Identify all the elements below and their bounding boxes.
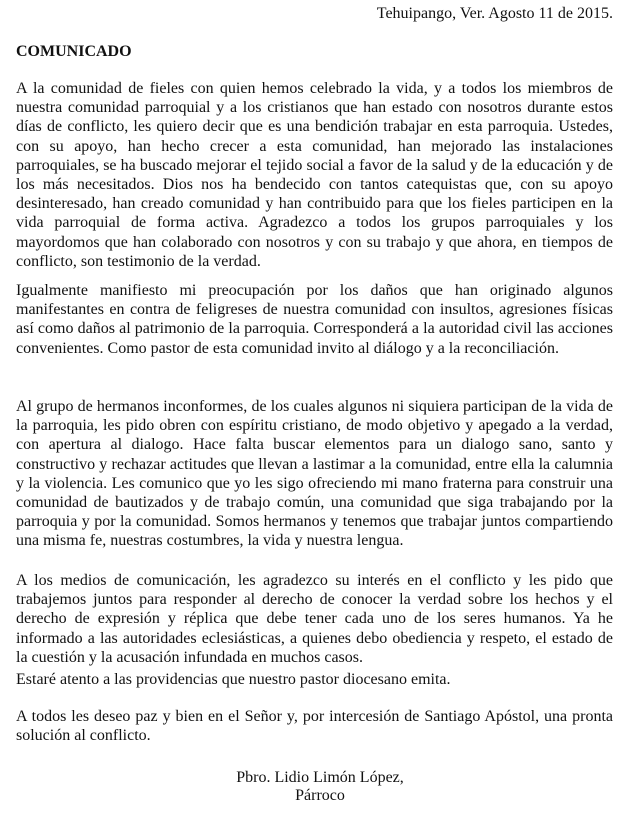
document-title: COMUNICADO <box>16 43 132 60</box>
paragraph-providences: Estaré atento a las providencias que nuestro pastor diocesano emita. <box>16 671 451 688</box>
paragraph-closing: A todos les deseo paz y bien en el Señor y, por intercesión de Santiago Apóstol, una pronta solución al conflicto. <box>16 708 613 745</box>
date-line: Tehuipango, Ver. Agosto 11 de 2015. <box>376 5 613 22</box>
signature-block <box>0 769 640 805</box>
paragraph-dissenters: Al grupo de hermanos inconformes, de los cuales algunos ni siquiera participan de la vida de la parroquia, les pido obren con espíritu cristiano, de modo objetivo y apegado a la verdad, con apertura al dialogo. Hace falta buscar elementos para un dialogo sano, santo y constructivo y rechazar actitudes que llevan a lastimar a la comunidad, entre ella la calumnia y la violencia. Les comunico que yo les sigo ofreciendo mi mano fraterna para construir una comunidad de bautizados y de trabajo común, una comunidad que siga trabajando por la parroquia y por la comunidad. Somos hermanos y tenemos que trabajar juntos compartiendo una misma fe, nuestras costumbres, la vida y nuestra lengua. <box>16 398 613 550</box>
signature-role: Párroco <box>295 787 345 804</box>
paragraph-media: A los medios de comunicación, les agradezco su interés en el conflicto y les pido que trabajemos juntos para responder al derecho de conocer la verdad sobre los hechos y el derecho de expresión y réplica que debe tener cada uno de los seres humanos. Ya he informado a las autoridades eclesiásticas, a quienes debo obediencia y respeto, el estado de la cuestión y la acusación infundada en muchos casos. <box>16 572 613 666</box>
paragraph-concern: Igualmente manifiesto mi preocupación por los daños que han originado algunos manifestantes en contra de feligreses de nuestra comunidad con insultos, agresiones físicas así como daños al patrimonio de la parroquia. Corresponderá a la autoridad civil las acciones convenientes. Como pastor de esta comunidad invito al diálogo y a la reconciliación. <box>16 282 613 357</box>
signature-name: Pbro. Lidio Limón López, <box>236 769 404 786</box>
paragraph-greeting: A la comunidad de fieles con quien hemos celebrado la vida, y a todos los miembros de nuestra comunidad parroquial y a los cristianos que han estado con nosotros durante estos días de conflicto, les quiero decir que es una bendición trabajar en esta parroquia. Ustedes, con su apoyo, han hecho crecer a esta comunidad, han mejorado las instalaciones parroquiales, se ha buscado mejorar el tejido social a favor de la salud y de la educación y de los más necesitados. Dios nos ha bendecido con tantos catequistas que, con su apoyo desinteresado, han creado comunidad y han contribuido para que los fieles participen en la vida parroquial de forma activa. Agradezco a todos los grupos parroquiales y los mayordomos que han colaborado con nosotros y con su trabajo y que ahora, en tiempos de conflicto, son testimonio de la verdad. <box>16 80 613 270</box>
